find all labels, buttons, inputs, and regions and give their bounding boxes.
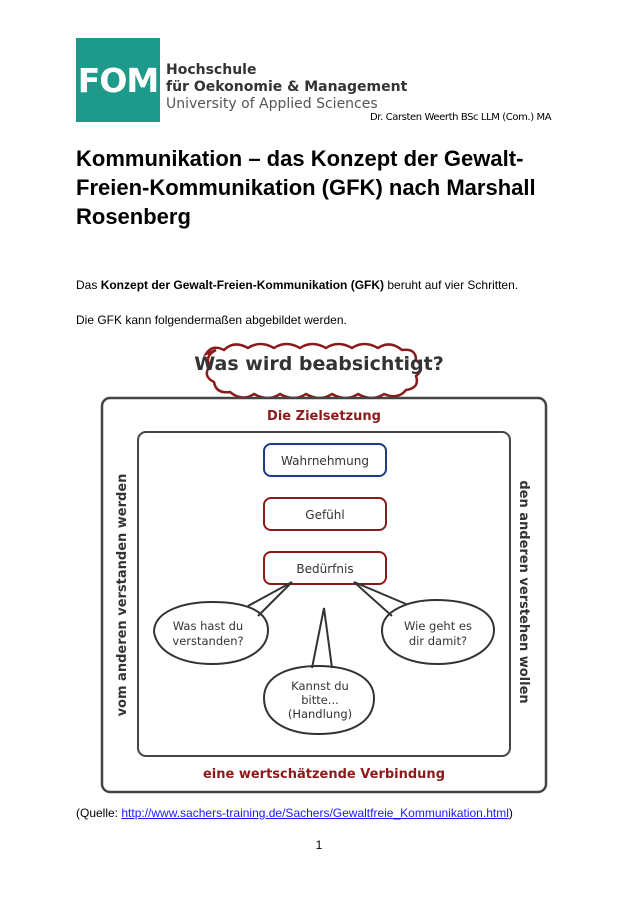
source-suffix: )	[508, 806, 513, 820]
logo-text	[166, 62, 407, 113]
logo-line-3: University of Applied Sciences	[166, 96, 378, 112]
author: Dr. Carsten Weerth BSc LLM (Com.) MA	[370, 112, 552, 123]
bubble-right-line-2: dir damit?	[408, 634, 468, 648]
p1-before: Das	[76, 278, 101, 292]
step-2: Gefühl	[305, 508, 345, 522]
page-number: 1	[315, 838, 323, 852]
bubble-center-line-2: bitte...	[301, 693, 339, 707]
source-line	[76, 806, 513, 820]
bubble-center-line-1: Kannst du	[291, 679, 349, 693]
intro-paragraph	[76, 278, 518, 292]
logo-line-2: für Oekonomie & Management	[166, 79, 408, 95]
bubble-right-line-1: Wie geht es	[404, 619, 472, 633]
bottom-label: eine wertschätzende Verbindung	[202, 767, 446, 782]
top-label: Die Zielsetzung	[267, 409, 381, 424]
logo-mark: FOM	[77, 60, 159, 100]
page-title: Kommunikation – das Konzept der Gewalt-Freien-Kommunikation (GFK) nach Marshall Rosenberg	[76, 146, 536, 229]
step-1: Wahrnehmung	[281, 454, 369, 468]
logo-line-1: Hochschule	[166, 62, 257, 78]
p1-after: beruht auf vier Schritten.	[384, 278, 519, 292]
bubble-left-line-1: Was hast du	[172, 619, 244, 633]
cloud-question: Was wird beabsichtigt?	[194, 353, 444, 375]
fom-logo	[76, 38, 160, 122]
second-paragraph: Die GFK kann folgendermaßen abgebildet werden.	[76, 313, 347, 327]
left-label: vom anderen verstanden werden	[115, 473, 130, 717]
bubble-center-line-3: (Handlung)	[287, 707, 353, 721]
source-prefix: (Quelle:	[76, 806, 122, 820]
source-link[interactable]: http://www.sachers-training.de/Sachers/Gewaltfreie_Kommunikation.html	[121, 806, 509, 820]
right-label: den anderen verstehen wollen	[516, 480, 531, 704]
p1-bold: Konzept der Gewalt-Freien-Kommunikation (GFK)	[100, 278, 385, 292]
gfk-diagram	[96, 340, 552, 800]
bubble-left-line-2: verstanden?	[172, 634, 244, 648]
step-3: Bedürfnis	[296, 562, 354, 576]
